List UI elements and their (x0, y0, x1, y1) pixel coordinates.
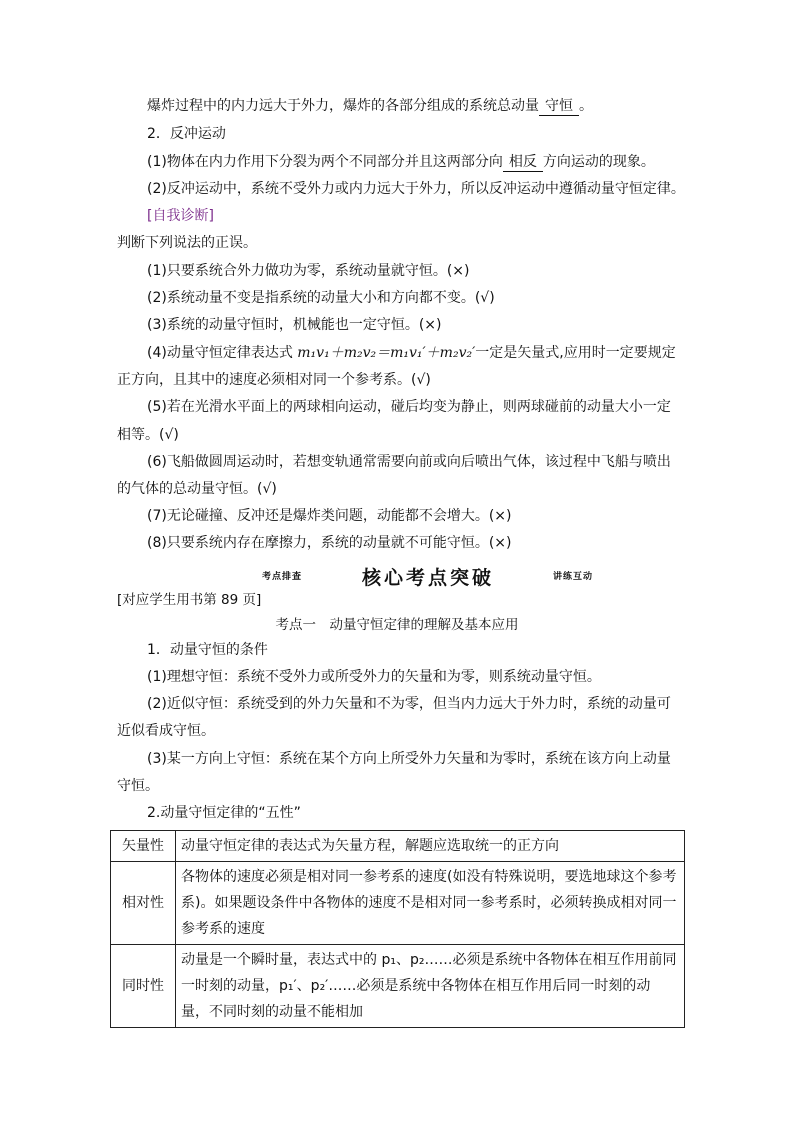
recoil-point-1 (147, 152, 655, 172)
page-reference: [对应学生用书第 89 页] (117, 592, 262, 608)
recoil-heading: 2．反冲运动 (147, 126, 226, 142)
explosion-answer-blank: 守恒 (539, 97, 579, 116)
explosion-text: 爆炸过程中的内力远大于外力，爆炸的各部分组成的系统总动量 (147, 98, 539, 114)
description-line: 一时刻的动量，p₁′、p₂′……必须是系统中各物体在相互作用后同一时刻的动 (181, 978, 651, 994)
self-check-prompt: 判断下列说法的正误。 (117, 235, 257, 251)
five-properties-table (110, 830, 685, 1028)
section-title: 考点一 动量守恒定律的理解及基本应用 (275, 617, 519, 633)
item4-suffix: 一定是矢量式,应用时一定要规定 (475, 345, 676, 361)
self-check-item-2: (2)系统动量不变是指系统的动量大小和方向都不变。(√) (147, 290, 495, 306)
condition-3-cont: 守恒。 (117, 778, 159, 794)
self-check-item-3: (3)系统的动量守恒时，机械能也一定守恒。(×) (147, 317, 442, 333)
self-check-item-4-cont: 正方向，且其中的速度必须相对同一个参考系。(√) (117, 372, 431, 388)
self-check-item-5: (5)若在光滑水平面上的两球相向运动，碰后均变为静止，则两球碰前的动量大小一定 (147, 399, 671, 415)
self-check-item-4 (147, 343, 676, 363)
property-name: 同时性 (111, 945, 176, 1028)
table-row (111, 945, 685, 1028)
condition-2: (2)近似守恒：系统受到的外力矢量和不为零，但当内力远大于外力时，系统的动量可 (147, 696, 671, 712)
explosion-sentence (147, 96, 593, 116)
property-description (176, 945, 685, 1028)
description-line: 各物体的速度必须是相对同一参考系的速度(如没有特殊说明，要选地球这个参考 (181, 869, 677, 885)
self-check-item-6: (6)飞船做圆周运动时，若想变轨通常需要向前或向后喷出气体，该过程中飞船与喷出 (147, 454, 671, 470)
recoil-answer-blank: 相反 (503, 153, 543, 172)
recoil-point-2: (2)反冲运动中，系统不受外力或内力远大于外力，所以反冲运动中遵循动量守恒定律。 (147, 181, 685, 197)
conditions-heading: 1．动量守恒的条件 (147, 642, 268, 658)
explosion-suffix: 。 (579, 98, 593, 114)
property-description (176, 831, 685, 862)
description-line: 量，不同时刻的动量不能相加 (181, 1004, 363, 1020)
description-line: 动量是一个瞬时量，表达式中的 p₁、p₂……必须是系统中各物体在相互作用前同 (181, 952, 677, 968)
condition-1: (1)理想守恒：系统不受外力或所受外力的矢量和为零，则系统动量守恒。 (147, 669, 601, 685)
condition-2-cont: 近似看成守恒。 (117, 723, 215, 739)
banner-title: 核心考点突破 (362, 567, 495, 589)
momentum-formula: m₁v₁＋m₂v₂＝m₁v₁′＋m₂v₂′ (297, 345, 476, 361)
table-row (111, 862, 685, 945)
description-line: 参考系的速度 (181, 921, 265, 937)
self-check-item-1: (1)只要系统合外力做功为零，系统动量就守恒。(×) (147, 263, 470, 279)
property-name: 矢量性 (111, 831, 176, 862)
self-check-item-8: (8)只要系统内存在摩擦力，系统的动量就不可能守恒。(×) (147, 535, 512, 551)
property-name: 相对性 (111, 862, 176, 945)
self-check-item-7: (7)无论碰撞、反冲还是爆炸类问题，动能都不会增大。(×) (147, 508, 512, 524)
self-check-tag: [自我诊断] (147, 208, 214, 224)
condition-3: (3)某一方向上守恒：系统在某个方向上所受外力矢量和为零时，系统在该方向上动量 (147, 751, 671, 767)
banner-left-label: 考点排查 (262, 572, 303, 582)
section-banner (117, 563, 677, 587)
self-check-item-5-cont: 相等。(√) (117, 427, 179, 443)
banner-right-label: 讲练互动 (553, 572, 594, 582)
table-row (111, 831, 685, 862)
description-line: 系)。如果题设条件中各物体的速度不是相对同一参考系时，必须转换成相对同一 (181, 895, 677, 911)
self-check-item-6-cont: 的气体的总动量守恒。(√) (117, 481, 277, 497)
item4-text: (4)动量守恒定律表达式 (147, 345, 298, 361)
recoil-1-text: (1)物体在内力作用下分裂为两个不同部分并且这两部分向 (147, 154, 503, 170)
recoil-1-suffix: 方向运动的现象。 (542, 154, 655, 170)
property-description (176, 862, 685, 945)
description-line: 动量守恒定律的表达式为矢量方程，解题应选取统一的正方向 (181, 838, 559, 854)
five-properties-heading: 2.动量守恒定律的“五性” (147, 805, 301, 821)
